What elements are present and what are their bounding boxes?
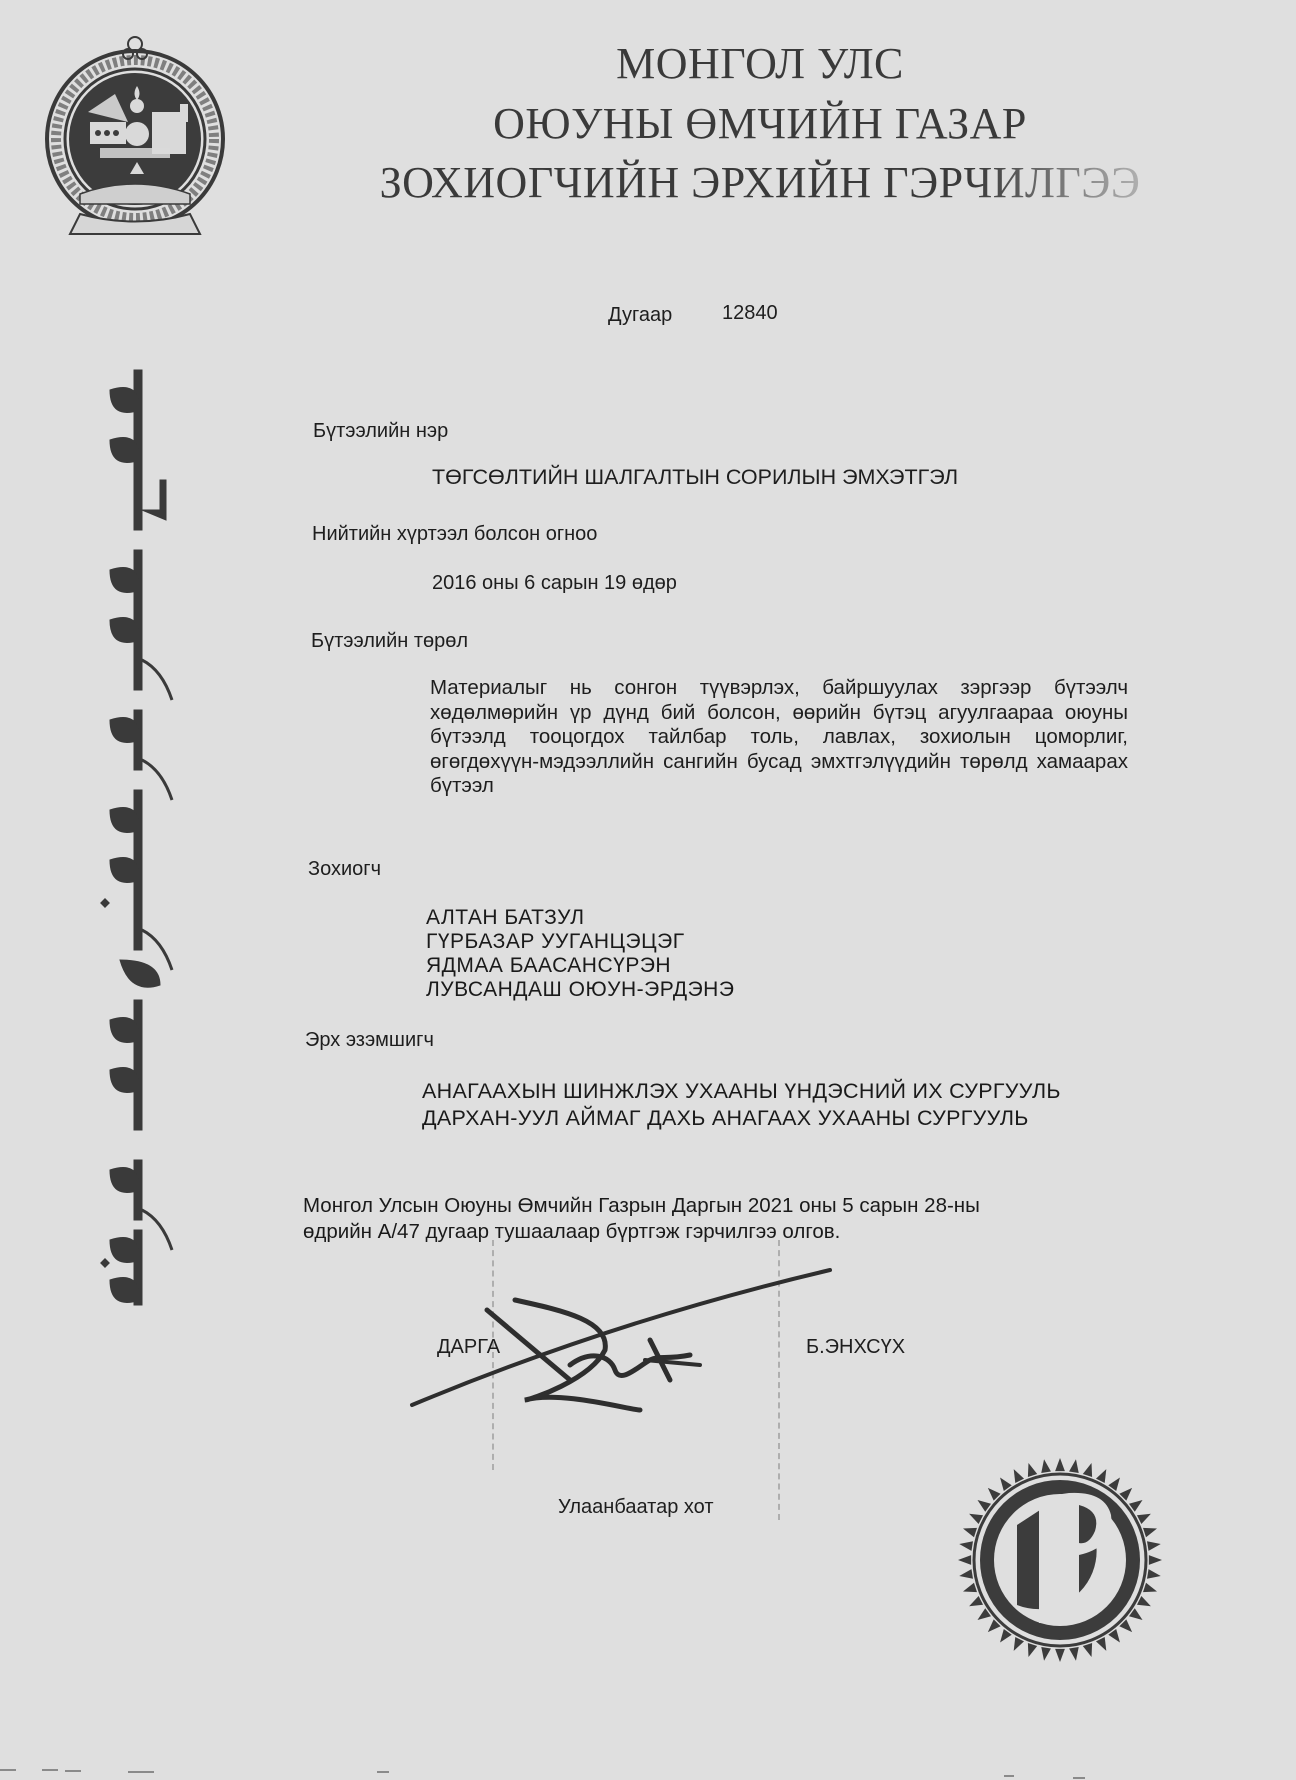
seal-tooth [1147, 1541, 1161, 1551]
issuance-statement-line: өдрийн А/47 дугаар тушаалаар бүртгэж гэрчилгээ олгов. [303, 1220, 841, 1243]
seal-tooth [1143, 1583, 1157, 1592]
author-name: ГҮРБАЗАР УУГАНЦЭЦЭГ [426, 930, 685, 953]
place-of-issue: Улаанбаатар хот [558, 1496, 714, 1518]
seal-tooth [1055, 1649, 1065, 1662]
scan-artifact [377, 1771, 389, 1773]
seal-tooth [963, 1528, 977, 1537]
work-type-value: Материалыг нь сонгон түүвэрлэх, байршуулах зэргээр бүтээлч хөдөлмөрийн үр дүнд бий болсон, өөрийн бүтэц агуулгаараа оюуны бүтээлд тооцогдох тайлбар толь, лавлах, зохиолын цоморлиг, өгөгдөхүүн-мэдээллийн сангийн бусад эмхтгэлүүдийн төрөлд хамаарах бүтээл [430, 676, 1128, 797]
state-emblem [40, 34, 230, 244]
seal-tooth [1028, 1463, 1037, 1477]
rights-holders-list [422, 1078, 1061, 1132]
seal-tooth [1143, 1528, 1157, 1537]
seal-tooth [1096, 1637, 1106, 1651]
authors-label: Зохиогч [308, 858, 381, 880]
issuance-statement-line: Монгол Улсын Оюуны Өмчийн Газрын Даргын 2021 оны 5 сарын 28-ны [303, 1194, 980, 1217]
mongolian-script-icon [80, 360, 190, 1310]
ip-seal-icon [955, 1455, 1165, 1665]
seal-tooth [959, 1569, 973, 1579]
rights-holder-name: АНАГААХЫН ШИНЖЛЭХ УХААНЫ ҮНДЭСНИЙ ИХ СУРГУУЛЬ [422, 1079, 1061, 1103]
seal-tooth [969, 1596, 983, 1606]
header-agency: ОЮУНЫ ӨМЧИЙН ГАЗАР [493, 99, 1027, 148]
seal-tooth [1055, 1458, 1065, 1471]
work-type-label: Бүтээлийн төрөл [311, 630, 469, 652]
scan-artifact [1004, 1775, 1014, 1777]
publication-date-label: Нийтийн хүртээл болсон огноо [312, 523, 598, 545]
publication-date-value: 2016 оны 6 сарын 19 өдөр [432, 572, 677, 594]
scan-artifact [42, 1769, 58, 1771]
seal-tooth [1137, 1514, 1151, 1524]
seal-tooth [1083, 1643, 1092, 1657]
seal-tooth [1069, 1647, 1079, 1661]
signature-icon [400, 1260, 840, 1420]
seal-tooth [1137, 1596, 1151, 1606]
emblem-icon [40, 34, 230, 244]
work-name-label: Бүтээлийн нэр [313, 420, 449, 442]
header-certificate-title-text: ЗОХИОГЧИЙН ЭРХИЙН ГЭРЧИЛГЭЭ [379, 158, 1141, 207]
seal-tooth [1147, 1569, 1161, 1579]
seal-tooth [958, 1555, 971, 1565]
seal-tooth [1083, 1463, 1092, 1477]
scan-artifact [0, 1769, 16, 1771]
rights-holder-label: Эрх эзэмшигч [305, 1029, 434, 1051]
seal-tooth [1028, 1643, 1037, 1657]
seal-tooth [969, 1514, 983, 1524]
author-name: ЯДМАА БААСАНСҮРЭН [426, 954, 672, 977]
header-country: МОНГОЛ УЛС [616, 39, 904, 88]
issuance-statement [303, 1193, 980, 1245]
signatory-name: Б.ЭНХСҮХ [806, 1336, 906, 1358]
certificate-number: 12840 [722, 302, 778, 324]
seal-tooth [1014, 1637, 1024, 1651]
signature [400, 1260, 840, 1420]
rights-holder-name: ДАРХАН-УУЛ АЙМАГ ДАХЬ АНАГААХ УХААНЫ СУРГУУЛЬ [422, 1106, 1029, 1130]
author-name: ЛУВСАНДАШ ОЮУН-ЭРДЭНЭ [426, 978, 735, 1001]
scan-artifact [1073, 1777, 1085, 1779]
header-certificate-title [330, 157, 1190, 208]
seal-tooth [1014, 1469, 1024, 1483]
authors-list [426, 906, 734, 1002]
mongolian-script-column [80, 360, 190, 1310]
seal-tooth [1041, 1459, 1051, 1473]
scan-artifact [128, 1771, 154, 1773]
scan-artifact [65, 1770, 81, 1772]
author-name: АЛТАН БАТЗУЛ [426, 906, 585, 929]
seal-tooth [963, 1583, 977, 1592]
certificate-number-label: Дугаар [608, 304, 673, 326]
seal-tooth [1149, 1555, 1162, 1565]
signatory-title: ДАРГА [437, 1336, 501, 1358]
seal-tooth [1069, 1459, 1079, 1473]
seal-tooth [959, 1541, 973, 1551]
ip-office-seal [955, 1455, 1165, 1665]
seal-tooth [1096, 1469, 1106, 1483]
seal-tooth [1041, 1647, 1051, 1661]
work-name-value: ТӨГСӨЛТИЙН ШАЛГАЛТЫН СОРИЛЫН ЭМХЭТГЭЛ [432, 465, 959, 489]
